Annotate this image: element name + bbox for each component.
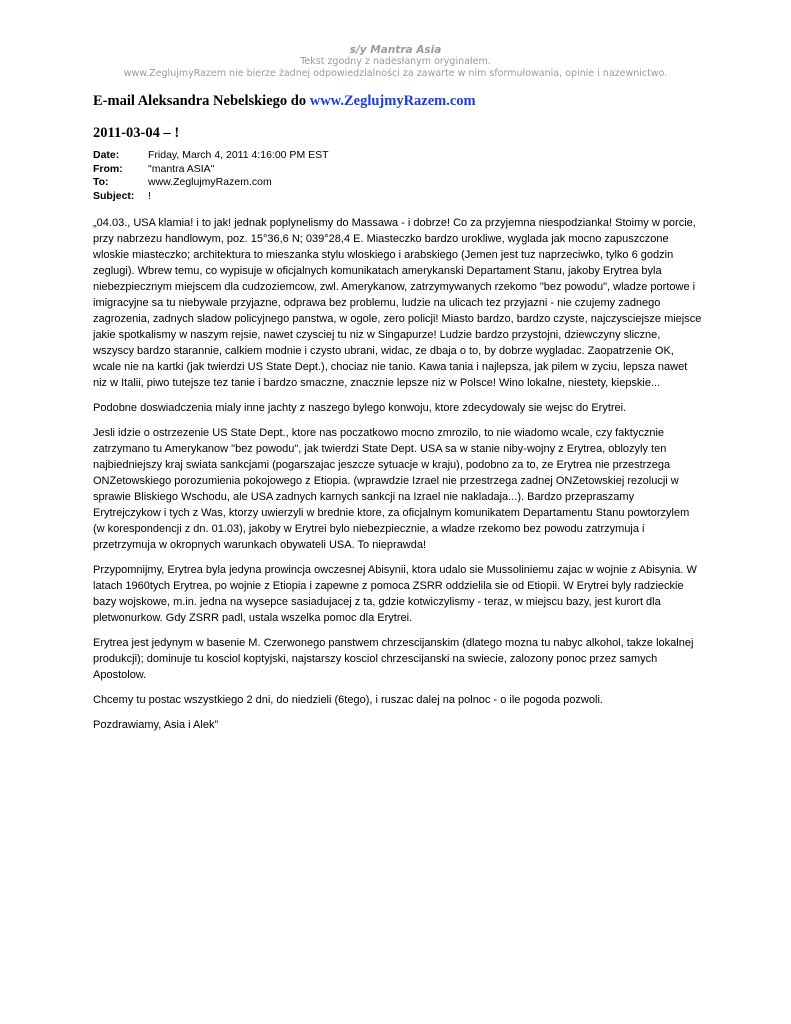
- page-header: [0, 44, 791, 80]
- email-title: [93, 92, 703, 110]
- meta-row-date: [93, 149, 329, 163]
- meta-row-to: [93, 176, 329, 190]
- meta-row-subject: [93, 190, 329, 204]
- email-title-text: E-mail Aleksandra Nebelskiego do: [93, 93, 310, 109]
- body-paragraph: Podobne doswiadczenia mialy inne jachty z naszego bylego konwoju, ktore zdecydowaly sie wejsc do Erytrei.: [93, 402, 627, 414]
- meta-key: To:: [93, 176, 109, 188]
- body-paragraph: Jesli idzie o ostrzezenie US State Dept., ktore nas poczatkowo mocno zmrozilo, to nie wiadomo wcale, czy faktycznie zatrzymano tu Amerykanow "bez powodu", jak twierdzi State Dept. USA sa w stanie niby-wojny z Erytrea, oblozyly ten najbiedniejszy kraj swiata sankcjami (pogarszajac jeszcze sytuacje w kraju), podobno za to, ze Erytrea nie przestrzega ONZetowskiego porozumienia pokojowego z Etiopia. (wprawdzie Izrael nie przestrzega zadnej ONZetowskiej rezolucji w sprawie Bliskiego Wschodu, ale USA zadnych karnych sankcji na Izrael nie nakladaja...). Bardzo przepraszamy Erytrejczykow i tych z Was, ktorzy uwierzyli w brednie ktore, za oficjalnym komunikatem Departamentu Stanu powtorzylem (w korespondencji z dn. 01.03), jakoby w Erytrei bylo niebezpiecznie, a wladze rzekomo bez powodu zatrzymuja i przetrzymuja w okropnych warunkach obywateli USA. To nieprawda!: [93, 427, 690, 551]
- email-content: [93, 92, 703, 742]
- meta-value: "mantra ASIA": [148, 162, 215, 175]
- date-heading: 2011-03-04 – !: [93, 125, 180, 141]
- meta-value: !: [148, 189, 151, 202]
- body-paragraph: „04.03., USA klamia! i to jak! jednak poplynelismy do Massawa - i dobrze! Co za przyjemna niespodzianka! Stoimy w porcie, przy nabrzezu handlowym, poz. 15°36,6 N; 039°28,4 E. Miasteczko bardzo urokliwe, wyglada jak mocno zapuszczone wloskie miasteczko; architektura to mieszanka stylu wloskiego i arabskiego (Jemen jest tuz naprzeciwko, tylko 6 godzin zeglugi). Wbrew temu, co wypisuje w oficjalnych komunikatach amerykanski Departament Stanu, jakoby Erytrea byla niebezpiecznym miejscem dla cudzoziemcow, zwl. Amerykanow, zatrzymywanych rzekomo "bez powodu", wladze portowe i imigracyjne sa tu niebywale przyjazne, odprawa bez problemu, ludzie na ulicach tez przyjazni - nie czujemy zadnego zagrozenia, zadnych sladow policyjnego panstwa, w ogole, zero policji! Miasto bardzo, bardzo czyste, najczysciejsze miejsce jakie spotkalismy w naszym rejsie, nawet czysciej tu niz w Singapurze! Ludzie bardzo przystojni, dziewczyny sliczne, wszyscy bardzo starannie, calkiem modnie i czysto ubrani, widac, ze dbaja o to, by dobrze wygladac. Zaopatrzenie OK, wcale nie na kartki (jak twierdzi US State Dept.), chociaz nie tanio. Kawa tania i najlepsza, jak pilem w zyciu, lepsza nawet niz w Italii, piwo tutejsze tez tanie i bardzo smaczne, znacznie lepsze niz w Polsce! Wino lokalne, niestety, kiepskie...: [93, 217, 702, 389]
- email-body: [93, 215, 703, 733]
- site-link[interactable]: www.ZeglujmyRazem.com: [309, 93, 476, 109]
- meta-row-from: [93, 163, 329, 177]
- meta-key: Subject:: [93, 189, 135, 202]
- meta-key: From:: [93, 162, 123, 175]
- header-disclaimer: www.ZeglujmyRazem nie bierze żadnej odpowiedzialności za zawarte w nim sformułowania, opinie i nazewnictwo.: [123, 68, 668, 79]
- body-paragraph: Przypomnijmy, Erytrea byla jedyna prowincja owczesnej Abisynii, ktora udalo sie Mussoliniemu zajac w wojnie z Abisynia. W latach 1960tych Erytrea, po wojnie z Etiopia i zapewne z pomoca ZSRR oddzielila sie od Etiopii. W Erytrei byly radzieckie bazy wojskowe, m.in. jedna na wysepce sasiadujacej z ta, gdzie kotwiczylismy - teraz, w miejscu bazy, jest kurort dla pletwonurkow. Gdy ZSRR padl, ustala wszelka pomoc dla Erytrei.: [93, 564, 697, 624]
- meta-value: Friday, March 4, 2011 4:16:00 PM EST: [148, 149, 329, 161]
- body-paragraph: Erytrea jest jedynym w basenie M. Czerwonego panstwem chrzescijanskim (dlatego mozna tu nabyc alkohol, takze lokalnej produkcji); dominuje tu kosciol koptyjski, najstarszy kosciol chrzescijanski na swiecie, zalozony ponoc przez samych Apostolow.: [93, 637, 694, 681]
- meta-value: www.ZeglujmyRazem.com: [148, 176, 272, 188]
- meta-key: Date:: [93, 149, 120, 161]
- signature: Pozdrawiamy, Asia i Alek”: [93, 719, 219, 731]
- body-paragraph: Chcemy tu postac wszystkiego 2 dni, do niedzieli (6tego), i ruszac dalej na polnoc - o ile pogoda pozwoli.: [93, 694, 603, 706]
- email-meta-table: [93, 149, 329, 203]
- header-line-1: Tekst zgodny z nadesłanym oryginałem.: [300, 56, 491, 67]
- header-title: s/y Mantra Asia: [349, 44, 442, 56]
